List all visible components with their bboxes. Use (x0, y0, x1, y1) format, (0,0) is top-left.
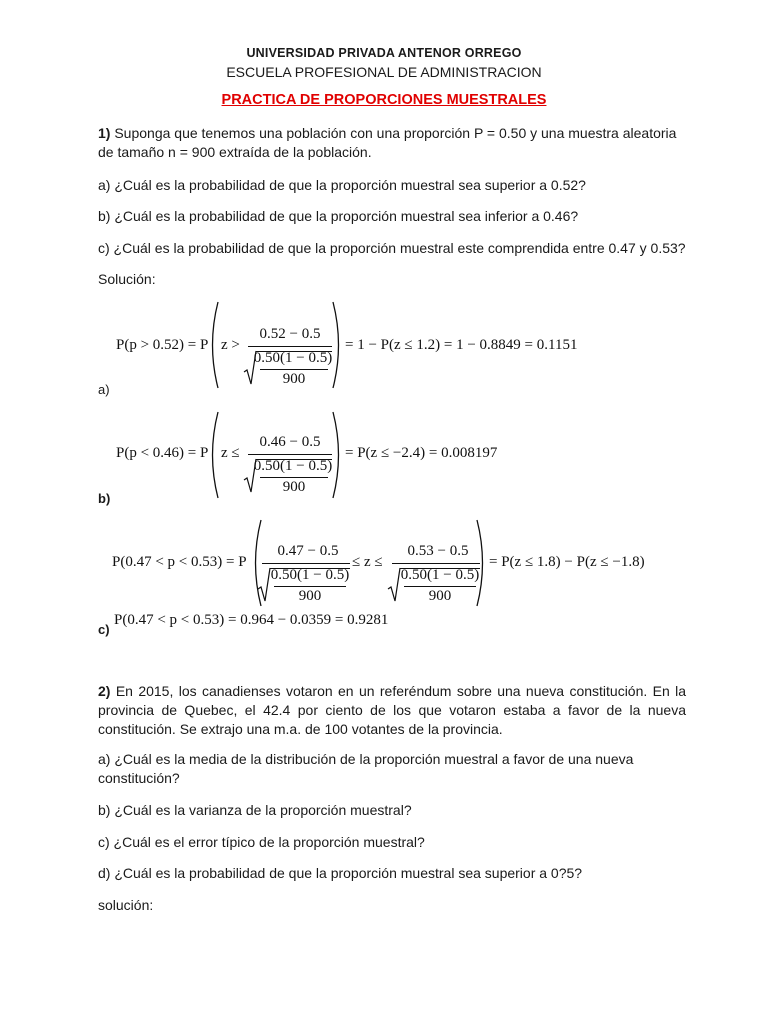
q2-part-a: a) ¿Cuál es la media de la distribución de la proporción muestral a favor de una nueva constitución? (98, 751, 634, 786)
eq-c-mid: ≤ z ≤ (352, 554, 383, 570)
eq-c-result: P(0.47 < p < 0.53) = 0.964 − 0.0359 = 0.9281 (114, 612, 389, 628)
q2-statement-block (98, 682, 686, 739)
eq-c-fraction-bar-2 (392, 563, 480, 564)
eq-a-right-paren (330, 300, 346, 390)
q2-part-b: b) ¿Cuál es la varianza de la proporción muestral? (98, 802, 412, 818)
eq-b-z: z ≤ (221, 445, 240, 461)
eq-b-lhs: P(p < 0.46) = P (116, 445, 209, 461)
eq-a-numerator: 0.52 − 0.5 (259, 326, 321, 342)
school-name: ESCUELA PROFESIONAL DE ADMINISTRACION (226, 64, 542, 80)
eq-c-lhs: P(0.47 < p < 0.53) = P (112, 554, 247, 570)
q2-part-d: d) ¿Cuál es la probabilidad de que la proporción muestral sea superior a 0?5? (98, 865, 583, 881)
q1-label-a: a) (98, 382, 110, 397)
eq-c-var-bar-1 (274, 586, 346, 587)
q1-solution-label: Solución: (98, 271, 156, 287)
eq-c-numerator-1: 0.47 − 0.5 (277, 543, 339, 559)
eq-c-rhs: = P(z ≤ 1.8) − P(z ≤ −1.8) (489, 554, 645, 570)
eq-b-var-den: 900 (282, 479, 306, 495)
eq-a-var-bar (260, 369, 328, 370)
q2-part-c: c) ¿Cuál es el error típico de la proporción muestral? (98, 834, 425, 850)
eq-a-lhs: P(p > 0.52) = P (116, 337, 209, 353)
q1-part-a: a) ¿Cuál es la probabilidad de que la proporción muestral sea superior a 0.52? (98, 177, 586, 193)
eq-a-var-num: 0.50(1 − 0.5) (253, 350, 333, 366)
eq-c-fraction-bar-1 (262, 563, 350, 564)
q1-statement-block (98, 124, 686, 162)
eq-b-var-bar (260, 477, 328, 478)
q1-part-b: b) ¿Cuál es la probabilidad de que la proporción muestral sea inferior a 0.46? (98, 208, 579, 224)
eq-c-var-num-2: 0.50(1 − 0.5) (400, 567, 480, 583)
eq-a-rhs: = 1 − P(z ≤ 1.2) = 1 − 0.8849 = 0.1151 (345, 337, 578, 353)
q1-part-c: c) ¿Cuál es la probabilidad de que la proporción muestral este comprendida entre 0.47 y 0.53? (98, 240, 686, 256)
eq-c-var-den-1: 900 (298, 588, 322, 604)
eq-a-fraction-bar (248, 346, 332, 347)
q2-number: 2) (98, 683, 111, 699)
q1-number: 1) (98, 125, 111, 141)
eq-b-fraction-bar (248, 454, 332, 455)
q2-solution-label: solución: (98, 897, 154, 913)
eq-c-numerator-2: 0.53 − 0.5 (407, 543, 469, 559)
eq-a-var-den: 900 (282, 371, 306, 387)
eq-a-z: z > (221, 337, 240, 353)
university-name: UNIVERSIDAD PRIVADA ANTENOR ORREGO (246, 46, 522, 60)
eq-b-right-paren (330, 410, 346, 500)
q1-label-c: c) (98, 622, 110, 637)
eq-c-var-num-1: 0.50(1 − 0.5) (270, 567, 350, 583)
eq-b-var-num: 0.50(1 − 0.5) (253, 458, 333, 474)
eq-c-var-den-2: 900 (428, 588, 452, 604)
q1-label-b: b) (98, 491, 111, 506)
q1-statement: Suponga que tenemos una población con una proporción P = 0.50 y una muestra aleatoria de tamaño n = 900 extraída de la población. (98, 125, 677, 160)
eq-b-numerator: 0.46 − 0.5 (259, 434, 321, 450)
eq-c-var-bar-2 (404, 586, 476, 587)
eq-b-rhs: = P(z ≤ −2.4) = 0.008197 (345, 445, 498, 461)
page-title: PRACTICA DE PROPORCIONES MUESTRALES (221, 92, 547, 108)
q2-statement: En 2015, los canadienses votaron en un referéndum sobre una nueva constitución. En la provincia de Quebec, el 42.4 por ciento de los que votaron estaba a favor de la nueva constitución. Se extrajo una m.a. de 100 votantes de la provincia. (98, 683, 687, 737)
